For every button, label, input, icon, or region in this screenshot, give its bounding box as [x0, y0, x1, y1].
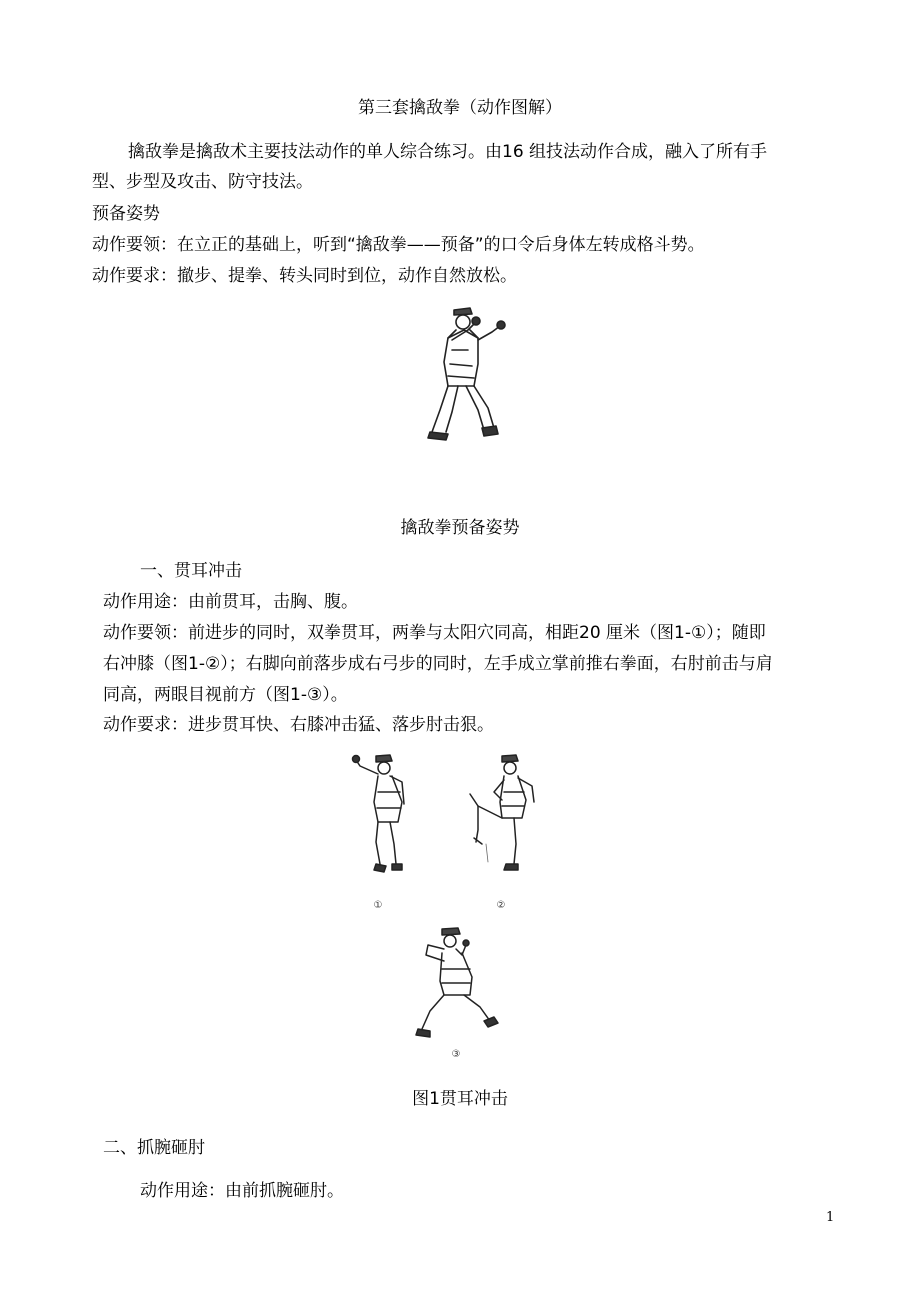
fig1-1-label: ①: [373, 900, 383, 911]
fighter-illustration-icon: [466, 752, 538, 877]
fig1-3-figure: [414, 925, 502, 1043]
section1-essentials-line-3: 同高，两眼目视前方（图1-③）。: [103, 685, 348, 705]
prep-heading: 预备姿势: [92, 204, 160, 224]
page-title: 第三套擒敌拳（动作图解）: [358, 98, 562, 118]
section1-heading: 一、贯耳冲击: [140, 561, 242, 581]
fig1-3-label: ③: [451, 1049, 461, 1060]
section1-usage: 动作用途：由前贯耳，击胸、腹。: [103, 592, 358, 612]
prep-stance-figure: [418, 300, 508, 448]
page-number: 1: [826, 1210, 835, 1225]
prep-requirements: 动作要求：撤步、提拳、转头同时到位，动作自然放松。: [92, 266, 517, 286]
section2-usage: 动作用途：由前抓腕砸肘。: [140, 1181, 344, 1201]
fig1-caption: 图1贯耳冲击: [412, 1089, 508, 1109]
fighter-illustration-icon: [414, 925, 502, 1043]
section1-requirements: 动作要求：进步贯耳快、右膝冲击猛、落步肘击狠。: [103, 715, 494, 735]
fig1-2-figure: [466, 752, 538, 877]
section1-essentials-line-1: 动作要领：前进步的同时，双拳贯耳，两拳与太阳穴同高，相距20 厘米（图1-①）；随即: [103, 623, 766, 643]
section1-essentials-line-2: 右冲膝（图1-②）；右脚向前落步成右弓步的同时，左手成立掌前推右拳面，右肘前击与肩: [103, 654, 773, 674]
intro-line-2: 型、步型及攻击、防守技法。: [92, 172, 313, 192]
fig1-2-label: ②: [496, 900, 506, 911]
section2-heading: 二、抓腕砸肘: [103, 1138, 205, 1158]
fighter-illustration-icon: [350, 752, 412, 877]
prep-essentials: 动作要领：在立正的基础上，听到“擒敌拳——预备”的口令后身体左转成格斗势。: [92, 235, 705, 255]
fig1-1-figure: [350, 752, 412, 877]
intro-line-1: 擒敌拳是擒敌术主要技法动作的单人综合练习。由16 组技法动作合成，融入了所有手: [128, 142, 768, 162]
prep-caption: 擒敌拳预备姿势: [400, 518, 520, 538]
fighter-illustration-icon: [418, 300, 508, 448]
